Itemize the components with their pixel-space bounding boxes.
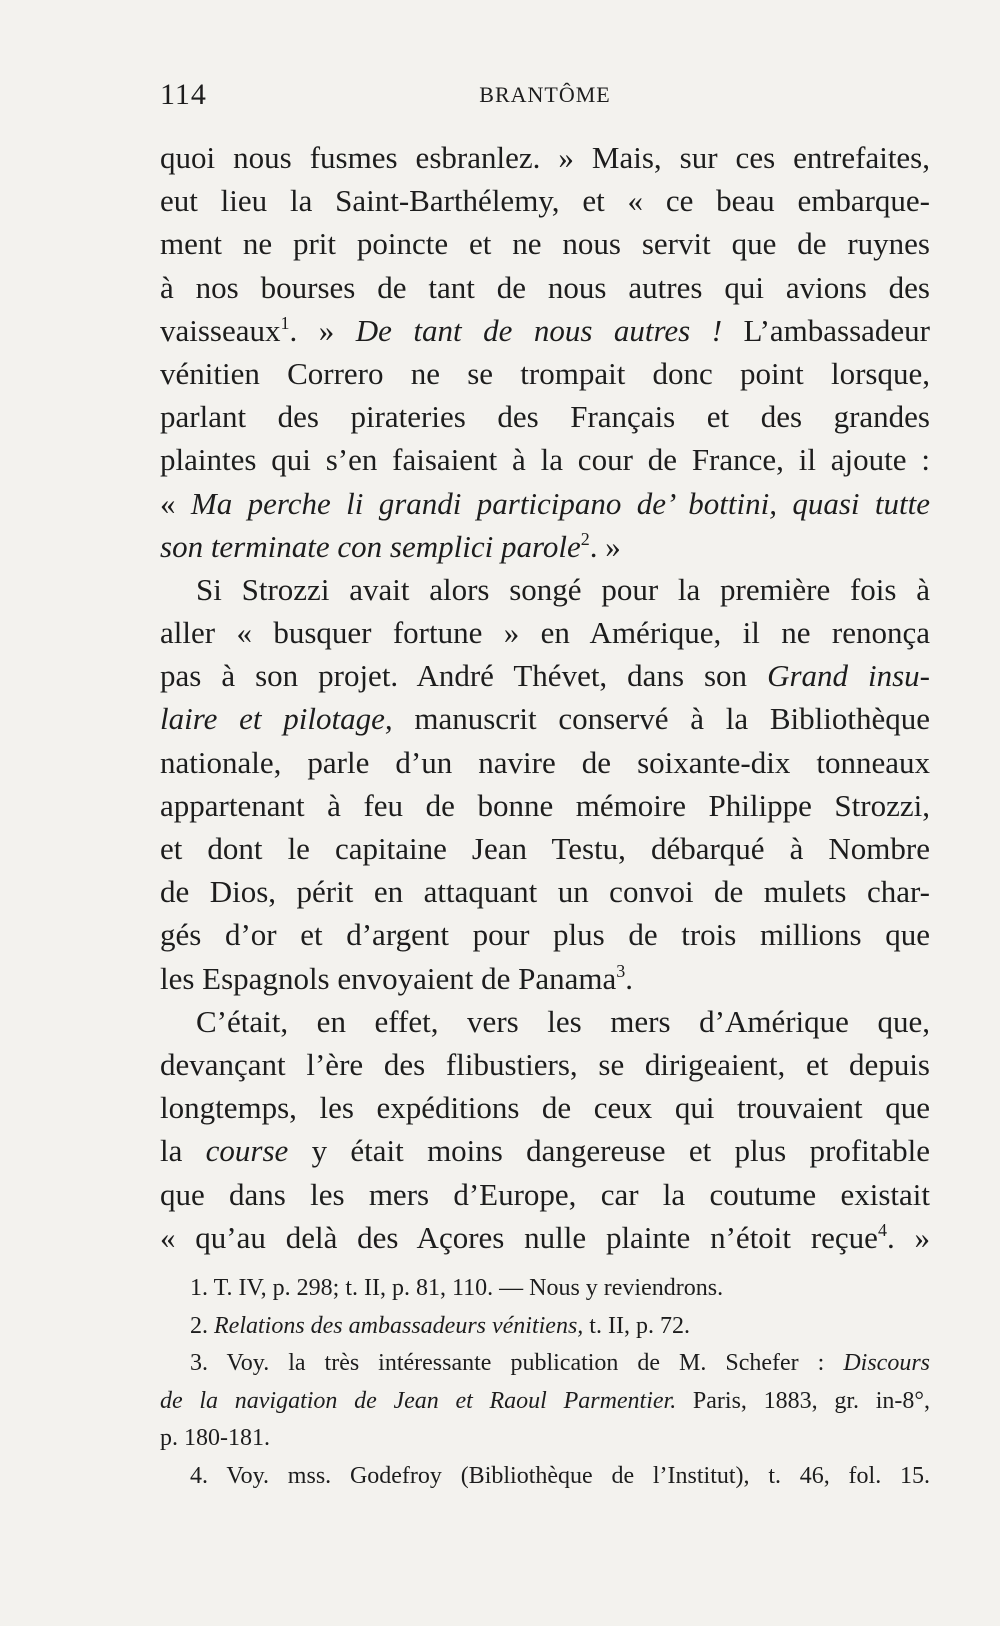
text-line: laire et pilotage, manuscrit conservé à la Bibliothèque <box>160 701 931 737</box>
running-head <box>160 78 930 118</box>
footnote-ref-1: 1 <box>280 312 290 333</box>
footnote-4: 4. Voy. mss. Godefroy (Bibliothèque de l’Institut), t. 46, fol. 15. <box>190 1462 930 1489</box>
text-line: longtemps, les expéditions de ceux qui trouvaient que <box>160 1090 930 1126</box>
text-line: de Dios, périt en attaquant un convoi de mulets char- <box>160 874 930 910</box>
text-line: « qu’au delà des Açores nulle plainte n’étoit reçue$^4$. » <box>160 1219 931 1255</box>
footnote-3-continued: de la navigation de Jean et Raoul Parmentier. Paris, 1883, gr. in-8°, <box>160 1387 930 1414</box>
body-text <box>160 136 930 1259</box>
text-line: parlant des pirateries des Français et des grandes <box>160 399 930 435</box>
text-line: les Espagnols envoyaient de Panama$^3$. <box>160 960 634 996</box>
text-line: gés d’or et d’argent pour plus de trois millions que <box>160 917 930 953</box>
text-line: pas à son projet. André Thévet, dans son Grand insu- <box>160 658 931 694</box>
text-line: la course y était moins dangereuse et plus profitable <box>160 1133 931 1169</box>
text-line: et dont le capitaine Jean Testu, débarqué à Nombre <box>160 831 930 866</box>
text-line: aller « busquer fortune » en Amérique, il ne renonça <box>160 615 930 651</box>
footnote-3: 3. Voy. la très intéressante publication de M. Schefer : Discours <box>190 1350 930 1376</box>
text-line: à nos bourses de tant de nous autres qui avions des <box>160 269 930 305</box>
text-line: « Ma perche li grandi participano de’ bottini, quasi tutte <box>160 485 931 521</box>
text-line: plaintes qui s’en faisaient à la cour de France, il ajoute : <box>160 442 930 478</box>
text-line: vaisseaux$^1$. » De tant de nous autres ! L’ambassadeur <box>160 312 931 348</box>
footnotes <box>160 1270 930 1495</box>
footnote-ref-3: 3 <box>616 960 626 981</box>
text-line: devançant l’ère des flibustiers, se dirigeaient, et depuis <box>160 1046 930 1082</box>
text-line: ment ne prit poincte et ne nous servit que de ruynes <box>160 226 930 262</box>
text-line: quoi nous fusmes esbranlez. » Mais, sur ces entrefaites, <box>160 140 930 175</box>
paragraph-start-line: C’était, en effet, vers les mers d’Amérique que, <box>196 1003 930 1039</box>
text-line: son terminate con semplici parole$^2$. » <box>160 528 621 564</box>
footnote-3-continued: p. 180-181. <box>160 1425 270 1451</box>
text-line: nationale, parle d’un navire de soixante-dix tonneaux <box>160 744 930 780</box>
text-line: eut lieu la Saint-Barthélemy, et « ce beau embarque- <box>160 183 930 219</box>
paragraph-start-line: Si Strozzi avait alors songé pour la première fois à <box>196 571 930 607</box>
text-line: que dans les mers d’Europe, car la coutume existait <box>160 1176 930 1212</box>
page-number: 114 <box>160 78 207 111</box>
footnote-ref-4: 4 <box>877 1219 887 1240</box>
footnote-2: 2. Relations des ambassadeurs vénitiens, t. II, p. 72. <box>190 1312 690 1339</box>
footnote-1: 1. T. IV, p. 298; t. II, p. 81, 110. — Nous y reviendrons. <box>190 1275 724 1301</box>
text-line: vénitien Correro ne se trompait donc point lorsque, <box>160 355 930 391</box>
text-line: appartenant à feu de bonne mémoire Philippe Strozzi, <box>160 787 930 823</box>
running-title: BRANTÔME <box>479 82 611 107</box>
footnote-ref-2: 2 <box>580 528 590 549</box>
